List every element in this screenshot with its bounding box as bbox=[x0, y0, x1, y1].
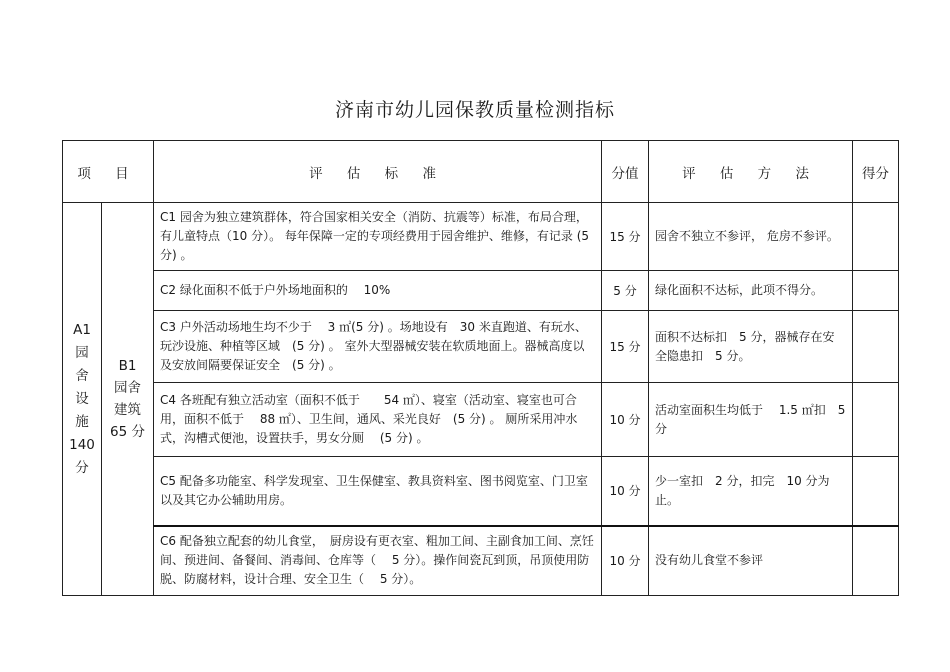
table-row bbox=[63, 457, 899, 526]
method-c4: 活动室面积生均低于 1.5 ㎡扣 5 分 bbox=[649, 383, 853, 457]
obtained-c2 bbox=[853, 271, 899, 311]
table-row bbox=[63, 271, 899, 311]
standard-c2: C2 绿化面积不低于户外场地面积的 10% bbox=[154, 271, 602, 311]
obtained-c6 bbox=[853, 526, 899, 596]
method-c3: 面积不达标扣 5 分，器械存在安全隐患扣 5 分。 bbox=[649, 311, 853, 383]
table-row bbox=[63, 203, 899, 271]
score-c2: 5 分 bbox=[602, 271, 649, 311]
score-c6: 10 分 bbox=[602, 526, 649, 596]
category-b1: B1 园舍 建筑 65 分 bbox=[102, 203, 154, 596]
header-standard: 评 估 标 准 bbox=[154, 141, 602, 203]
header-method: 评 估 方 法 bbox=[649, 141, 853, 203]
standard-c3: C3 户外活动场地生均不少于 3 ㎡(5 分) 。场地设有 30 米直跑道、有玩水、玩沙设施、种植等区域 (5 分) 。 室外大型器械安装在软质地面上。器械高度以及安放间隔要保证安全 (5 分) 。 bbox=[154, 311, 602, 383]
category-a1: A1 园 舍 设 施 140 分 bbox=[63, 203, 102, 596]
document-title: 济南市幼儿园保教质量检测指标 bbox=[334, 99, 615, 121]
quality-indicator-table bbox=[62, 140, 899, 596]
method-c6: 没有幼儿食堂不参评 bbox=[649, 526, 853, 596]
standard-c4: C4 各班配有独立活动室（面积不低于 54 ㎡）、寝室（活动室、寝室也可合用，面积不低于 88 ㎡）、卫生间，通风、采光良好 (5 分) 。 厕所采用冲水式，沟槽式便池，设置扶手，男女分厕 (5 分) 。 bbox=[154, 383, 602, 457]
score-c1: 15 分 bbox=[602, 203, 649, 271]
table-row bbox=[63, 526, 899, 596]
score-c4: 10 分 bbox=[602, 383, 649, 457]
method-c5: 少一室扣 2 分，扣完 10 分为止。 bbox=[649, 457, 853, 526]
obtained-c1 bbox=[853, 203, 899, 271]
method-c1: 园舍不独立不参评， 危房不参评。 bbox=[649, 203, 853, 271]
header-obtained: 得分 bbox=[853, 141, 899, 203]
table-row bbox=[63, 383, 899, 457]
header-item: 项 目 bbox=[63, 141, 154, 203]
score-c5: 10 分 bbox=[602, 457, 649, 526]
standard-c5: C5 配备多功能室、科学发现室、卫生保健室、教具资料室、图书阅览室、门卫室以及其它办公辅助用房。 bbox=[154, 457, 602, 526]
table-row bbox=[63, 311, 899, 383]
method-c2: 绿化面积不达标，此项不得分。 bbox=[649, 271, 853, 311]
obtained-c5 bbox=[853, 457, 899, 526]
score-c3: 15 分 bbox=[602, 311, 649, 383]
standard-c1: C1 园舍为独立建筑群体，符合国家相关安全（消防、抗震等）标准，布局合理，有儿童特点（10 分）。 每年保障一定的专项经费用于园舍维护、维修，有记录 (5 分) 。 bbox=[154, 203, 602, 271]
obtained-c4 bbox=[853, 383, 899, 457]
standard-c6: C6 配备独立配套的幼儿食堂， 厨房设有更衣室、粗加工间、主副食加工间、烹饪间、预进间、备餐间、消毒间、仓库等（ 5 分）。操作间瓷瓦到顶，吊顶使用防脱、防腐材料，设计合理、安全卫生（ 5 分）。 bbox=[154, 526, 602, 596]
header-row bbox=[63, 141, 899, 203]
obtained-c3 bbox=[853, 311, 899, 383]
header-score: 分值 bbox=[602, 141, 649, 203]
